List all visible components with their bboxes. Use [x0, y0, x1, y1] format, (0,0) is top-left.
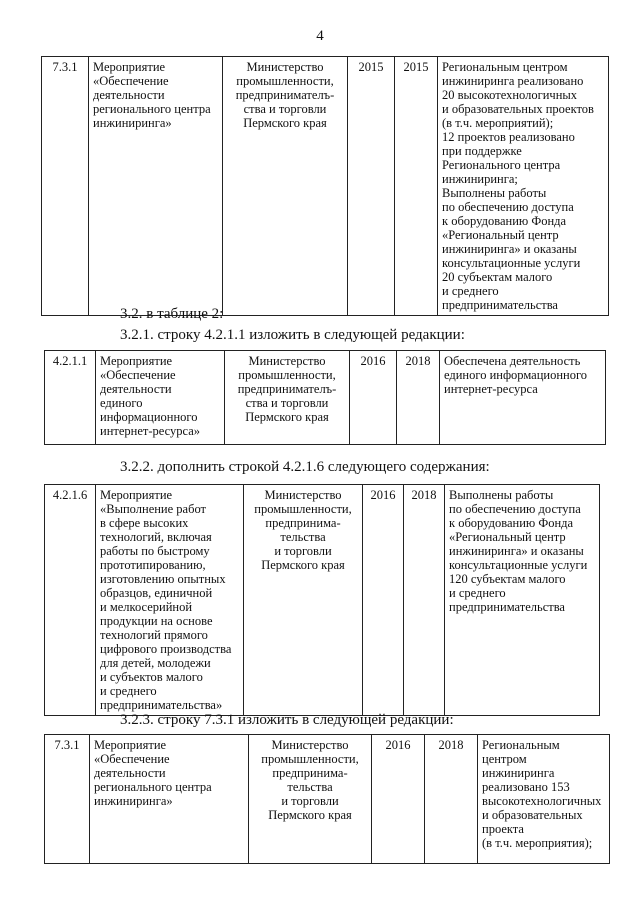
- row-result: Обеспечена деятельность единого информационного интернет-ресурса: [440, 351, 606, 445]
- row-start-year: 2016: [350, 351, 397, 445]
- row-code: 7.3.1: [42, 57, 89, 316]
- paragraph-3-2-2: 3.2.2. дополнить строкой 4.2.1.6 следующего содержания:: [120, 459, 490, 475]
- row-result: Региональным центром инжиниринга реализовано 153 высокотехнологичных и образовательных проекта (в т.ч. мероприятия);: [478, 735, 610, 864]
- row-start-year: 2016: [363, 485, 404, 716]
- table-row-7-3-1-old: [41, 56, 609, 316]
- paragraph-3-2-3: 3.2.3. строку 7.3.1 изложить в следующей редакции:: [120, 712, 454, 728]
- row-result: Выполнены работы по обеспечению доступа к оборудованию Фонда «Региональный центр инжиниринга» и оказаны консультационные услуги 120 субъектам малого и среднего предпринимательства: [445, 485, 600, 716]
- row-code: 4.2.1.6: [45, 485, 96, 716]
- row-end-year: 2015: [395, 57, 438, 316]
- row-event: Мероприятие «Выполнение работ в сфере высоких технологий, включая работы по быстрому прототипированию, изготовлению опытных образцов, единичной и мелкосерийной продукции на основе технологий прямого цифрового производства для детей, молодежи и субъектов малого и среднего предпринимательства»: [96, 485, 244, 716]
- row-result: Региональным центром инжиниринга реализовано 20 высокотехнологичных и образовательных проектов (в т.ч. мероприятий); 12 проектов реализовано при поддержке Регионального центра инжиниринга; Выполнены работы по обеспечению доступа к оборудованию Фонда «Региональный центр инжиниринга» и оказаны консультационные услуги 20 субъектам малого и среднего предпринимательства: [438, 57, 609, 316]
- row-end-year: 2018: [425, 735, 478, 864]
- row-executor: Министерство промышленности, предпринимателъ- ства и торговли Пермского края: [223, 57, 348, 316]
- row-code: 4.2.1.1: [45, 351, 96, 445]
- row-code: 7.3.1: [45, 735, 90, 864]
- row-start-year: 2016: [372, 735, 425, 864]
- row-end-year: 2018: [404, 485, 445, 716]
- row-executor: Министерство промышленности, предпринимателъ- ства и торговли Пермского края: [225, 351, 350, 445]
- row-event: Мероприятие «Обеспечение деятельности регионального центра инжиниринга»: [89, 57, 223, 316]
- row-executor: Министерство промышленности, предпринима- тельства и торговли Пермского края: [244, 485, 363, 716]
- row-start-year: 2015: [348, 57, 395, 316]
- row-executor: Министерство промышленности, предпринима- тельства и торговли Пермского края: [249, 735, 372, 864]
- page-number: 4: [316, 28, 324, 44]
- table-row-4-2-1-6: [44, 484, 600, 716]
- paragraph-3-2-1: 3.2.1. строку 4.2.1.1 изложить в следующей редакции:: [120, 327, 465, 343]
- paragraph-3-2: 3.2. в таблице 2:: [120, 306, 224, 322]
- row-event: Мероприятие «Обеспечение деятельности единого информационного интернет-ресурса»: [96, 351, 225, 445]
- row-end-year: 2018: [397, 351, 440, 445]
- table-row-4-2-1-1: [44, 350, 606, 445]
- table-row-7-3-1-new: [44, 734, 610, 864]
- row-event: Мероприятие «Обеспечение деятельности регионального центра инжиниринга»: [90, 735, 249, 864]
